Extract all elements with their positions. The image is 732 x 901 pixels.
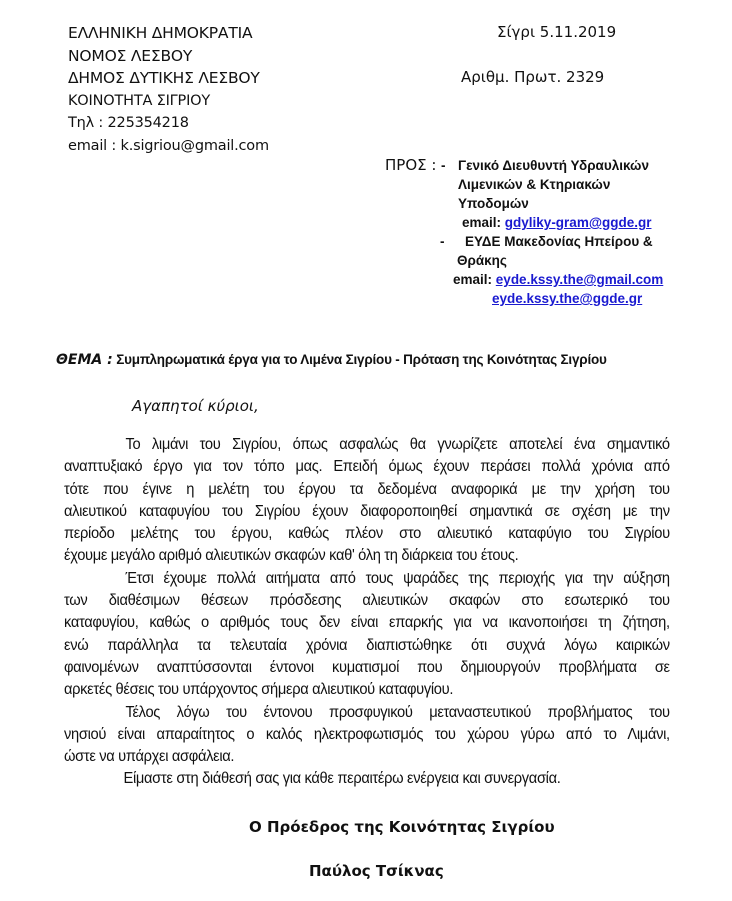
sender-country: ΕΛΛΗΝΙΚΗ ΔΗΜΟΚΡΑΤΙΑ xyxy=(68,24,253,42)
sender-municipality: ΔΗΜΟΣ ΔΥΤΙΚΗΣ ΛΕΣΒΟΥ xyxy=(68,69,260,87)
recipient-2-email-link[interactable]: eyde.kssy.the@gmail.com xyxy=(495,272,664,287)
protocol-number: Αριθμ. Πρωτ. 2329 xyxy=(461,68,605,86)
body-line: των διαθέσιμων θέσεων πρόσδεσης αλιευτικών σκαφών στο εσωτερικό του xyxy=(64,592,670,610)
body-line: Το λιμάνι του Σιγρίου, όπως ασφαλώς θα γνωρίζετε αποτελεί ένα σημαντικό xyxy=(125,436,670,453)
body-line: αναπτυξιακό έργο για τον τόπο μας. Επειδή όμως έχουν περάσει πολλά χρόνια από xyxy=(64,458,670,476)
recipient-2-dash: - xyxy=(440,234,445,249)
body-paragraph xyxy=(64,434,670,568)
body-paragraph xyxy=(64,568,670,702)
recipients-label: ΠΡΟΣ : xyxy=(385,156,437,174)
recipient-1-email-label: email: xyxy=(462,215,502,230)
recipient-1 xyxy=(458,156,651,232)
body-line: τότε που έγινε η μελέτη του έργου τα δεδομένα αναφορικά με την χρήση του xyxy=(64,480,670,498)
recipient-2-email-link-2[interactable]: eyde.kssy.the@ggde.gr xyxy=(492,291,643,306)
recipient-2-line: ΕΥΔΕ Μακεδονίας Ηπείρου & xyxy=(465,234,653,249)
sender-community: ΚΟΙΝΟΤΗΤΑ ΣΙΓΡΙΟΥ xyxy=(68,92,211,109)
body-line: περίοδο μελέτης του έργου, καθώς πλέον στο αλιευτικό καταφύγιο του Σιγρίου xyxy=(64,525,670,543)
body-line: Έτσι έχουμε πολλά αιτήματα από τους ψαράδες της περιοχής για την αύξηση xyxy=(125,569,670,587)
recipient-2 xyxy=(453,232,664,308)
recipient-1-line: Υποδομών xyxy=(458,196,529,211)
body-paragraph xyxy=(64,702,670,769)
body-line: αρκετές θέσεις του υπάρχοντος σήμερα αλιευτικού καταφυγίου. xyxy=(64,681,454,699)
body-line: Είμαστε στη διάθεσή σας για κάθε περαιτέρω ενέργεια και συνεργασία. xyxy=(123,770,561,788)
sender-block xyxy=(68,22,269,157)
recipient-2-email-row xyxy=(453,270,663,289)
recipient-1-email-link[interactable]: gdyliky-gram@ggde.gr xyxy=(504,215,652,230)
signer-name: Παύλος Τσίκνας xyxy=(309,862,444,880)
body-line: έχουμε μεγάλο αριθμό αλιευτικών σκαφών καθ' όλη τη διάρκεια του έτους. xyxy=(64,547,519,565)
subject-label: ΘΕΜΑ : xyxy=(56,352,113,368)
subject-line xyxy=(56,352,607,369)
body-line: Τέλος λόγω του έντονου προσφυγικού μεταναστευτικού προβλήματος του xyxy=(125,703,670,721)
body-line: φαινομένων αναπτύσσονται έντονοι κυματισμοί που δημιουργούν προβλήματα σε xyxy=(64,658,670,676)
recipient-1-line: Λιμενικών & Κτηριακών xyxy=(458,177,611,192)
recipient-1-line: Γενικό Διευθυντή Υδραυλικών xyxy=(458,158,649,173)
subject-text: Συμπληρωματικά έργα για το Λιμένα Σιγρίου - Πρόταση της Κοινότητας Σιγρίου xyxy=(116,352,607,367)
letter-body xyxy=(64,434,670,791)
recipient-2-email-row-2 xyxy=(492,289,663,308)
body-line: ώστε να υπάρχει ασφάλεια. xyxy=(64,748,235,766)
body-line: ενώ παράλληλα τα τελευταία χρόνια διαπιστώθηκε ότι συχνά λόγω καιρικών xyxy=(64,636,670,654)
body-line: νησιού είναι απαραίτητος ο καλός ηλεκτροφωτισμός του χώρου γύρω από το Λιμάνι, xyxy=(64,725,670,743)
letter-date: Σίγρι 5.11.2019 xyxy=(497,23,617,41)
recipient-1-email-row xyxy=(458,213,651,232)
recipient-2-line: Θράκης xyxy=(457,253,507,268)
body-line: αλιευτικού καταφυγίου του Σιγρίου έχουν διαφοροποιηθεί σημαντικά σε σχέση με την xyxy=(64,502,670,520)
sender-email: email : k.sigriou@gmail.com xyxy=(68,137,269,154)
body-paragraph xyxy=(64,768,670,790)
signer-title: Ο Πρόεδρος της Κοινότητας Σιγρίου xyxy=(249,818,555,836)
sender-phone: Τηλ : 225354218 xyxy=(68,115,189,131)
body-line: καταφυγίου, καθώς ο αριθμός τους δεν είναι επαρκής για να ικανοποιήσει τη ζήτηση, xyxy=(64,614,670,632)
greeting: Αγαπητοί κύριοι, xyxy=(132,397,259,415)
recipient-2-email-label: email: xyxy=(453,272,493,287)
sender-prefecture: ΝΟΜΟΣ ΛΕΣΒΟΥ xyxy=(68,46,193,65)
recipient-1-dash: - xyxy=(441,158,446,173)
